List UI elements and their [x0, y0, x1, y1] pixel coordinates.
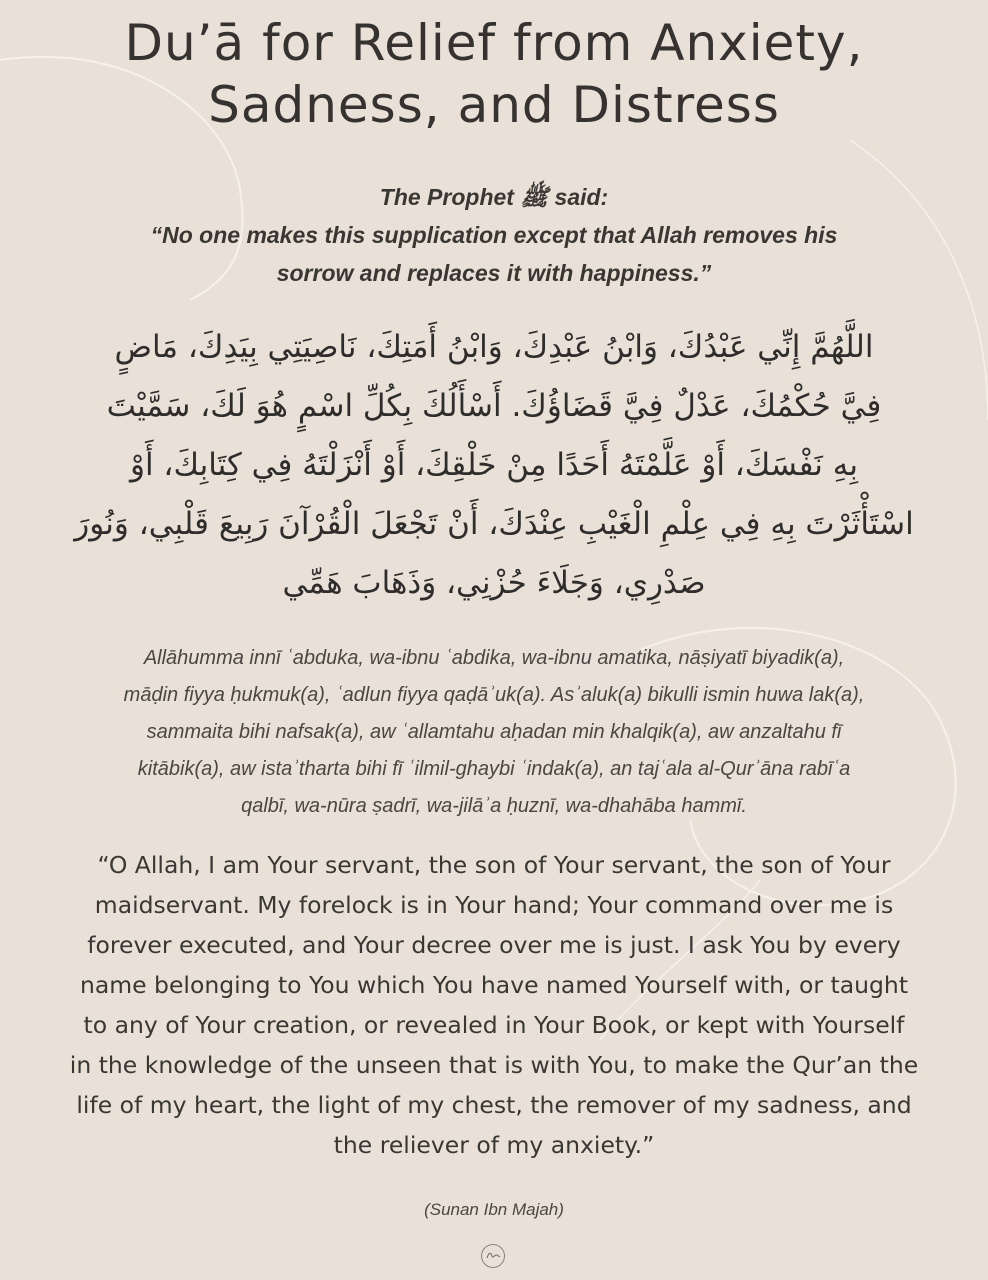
translation-line: forever executed, and Your decree over me is just. I ask You by every [87, 931, 901, 959]
intro-line-2: “No one makes this supplication except that Allah removes his [150, 222, 838, 248]
transliteration-line: sammaita bihi nafsak(a), aw ʿallamtahu aḥadan min khalqik(a), aw anzaltahu fī [146, 721, 842, 743]
arabic-line: اسْتَأْثَرْتَ بِهِ فِي عِلْمِ الْغَيْبِ عِنْدَكَ، أَنْ تَجْعَلَ الْقُرْآنَ رَبِيعَ قَلْبِي، وَنُورَ [74, 506, 914, 542]
translation-line: name belonging to You which You have named Yourself with, or taught [79, 971, 909, 999]
transliteration-line: Allāhumma innī ʿabduka, wa-ibnu ʿabdika, wa-ibnu amatika, nāṣiyatī biyadik(a), [143, 647, 845, 669]
translation-line: to any of Your creation, or revealed in Your Book, or kept with Yourself [83, 1011, 905, 1039]
translation-line: life of my heart, the light of my chest, the remover of my sadness, and [76, 1091, 912, 1119]
transliteration-line: māḍin fiyya ḥukmuk(a), ʿadlun fiyya qaḍāʾuk(a). Asʾaluk(a) bikulli ismin huwa lak(a), [123, 684, 865, 706]
arabic-line: صَدْرِي، وَجَلَاءَ حُزْنِي، وَذَهَابَ هَمِّي [282, 565, 706, 601]
source-citation: (Sunan Ibn Majah) [424, 1200, 564, 1219]
arabic-supplication [14, 318, 974, 613]
english-translation [14, 845, 974, 1165]
intro-line-3: sorrow and replaces it with happiness.” [276, 260, 712, 286]
translation-line: the reliever of my anxiety.” [333, 1131, 655, 1159]
hadith-intro [40, 178, 948, 292]
translation-line: maidservant. My forelock is in Your hand; Your command over me is [94, 891, 894, 919]
translation-line: “O Allah, I am Your servant, the son of Your servant, the son of Your [97, 851, 891, 879]
transliteration [14, 640, 974, 825]
transliteration-line: kitābik(a), aw istaʾtharta bihi fī ʿilmil-ghaybi ʿindak(a), an tajʿala al-Qurʾāna rabīʿa [137, 758, 851, 780]
intro-line-1: The Prophet ﷺ said: [379, 184, 609, 210]
title-line-1: Du’ā for Relief from Anxiety, [124, 14, 864, 72]
translation-line: in the knowledge of the unseen that is with You, to make the Qur’an the [69, 1051, 919, 1079]
transliteration-line: qalbī, wa-nūra ṣadrī, wa-jilāʾa ḥuznī, wa-dhahāba hammī. [241, 795, 747, 817]
arabic-line: بِهِ نَفْسَكَ، أَوْ عَلَّمْتَهُ أَحَدًا مِنْ خَلْقِكَ، أَوْ أَنْزَلْتَهُ فِي كِتَابِكَ، أَوْ [130, 447, 858, 483]
arabic-line: اللَّهُمَّ إِنِّي عَبْدُكَ، وَابْنُ عَبْدِكَ، وَابْنُ أَمَتِكَ، نَاصِيَتِي بِيَدِكَ، مَاضٍ [114, 329, 874, 365]
title-line-2: Sadness, and Distress [208, 76, 780, 134]
signature-logo-icon [480, 1243, 506, 1269]
page-title [40, 12, 948, 136]
arabic-line: فِيَّ حُكْمُكَ، عَدْلٌ فِيَّ قَضَاؤُكَ. أَسْأَلُكَ بِكُلِّ اسْمٍ هُوَ لَكَ، سَمَّيْتَ [106, 388, 882, 424]
